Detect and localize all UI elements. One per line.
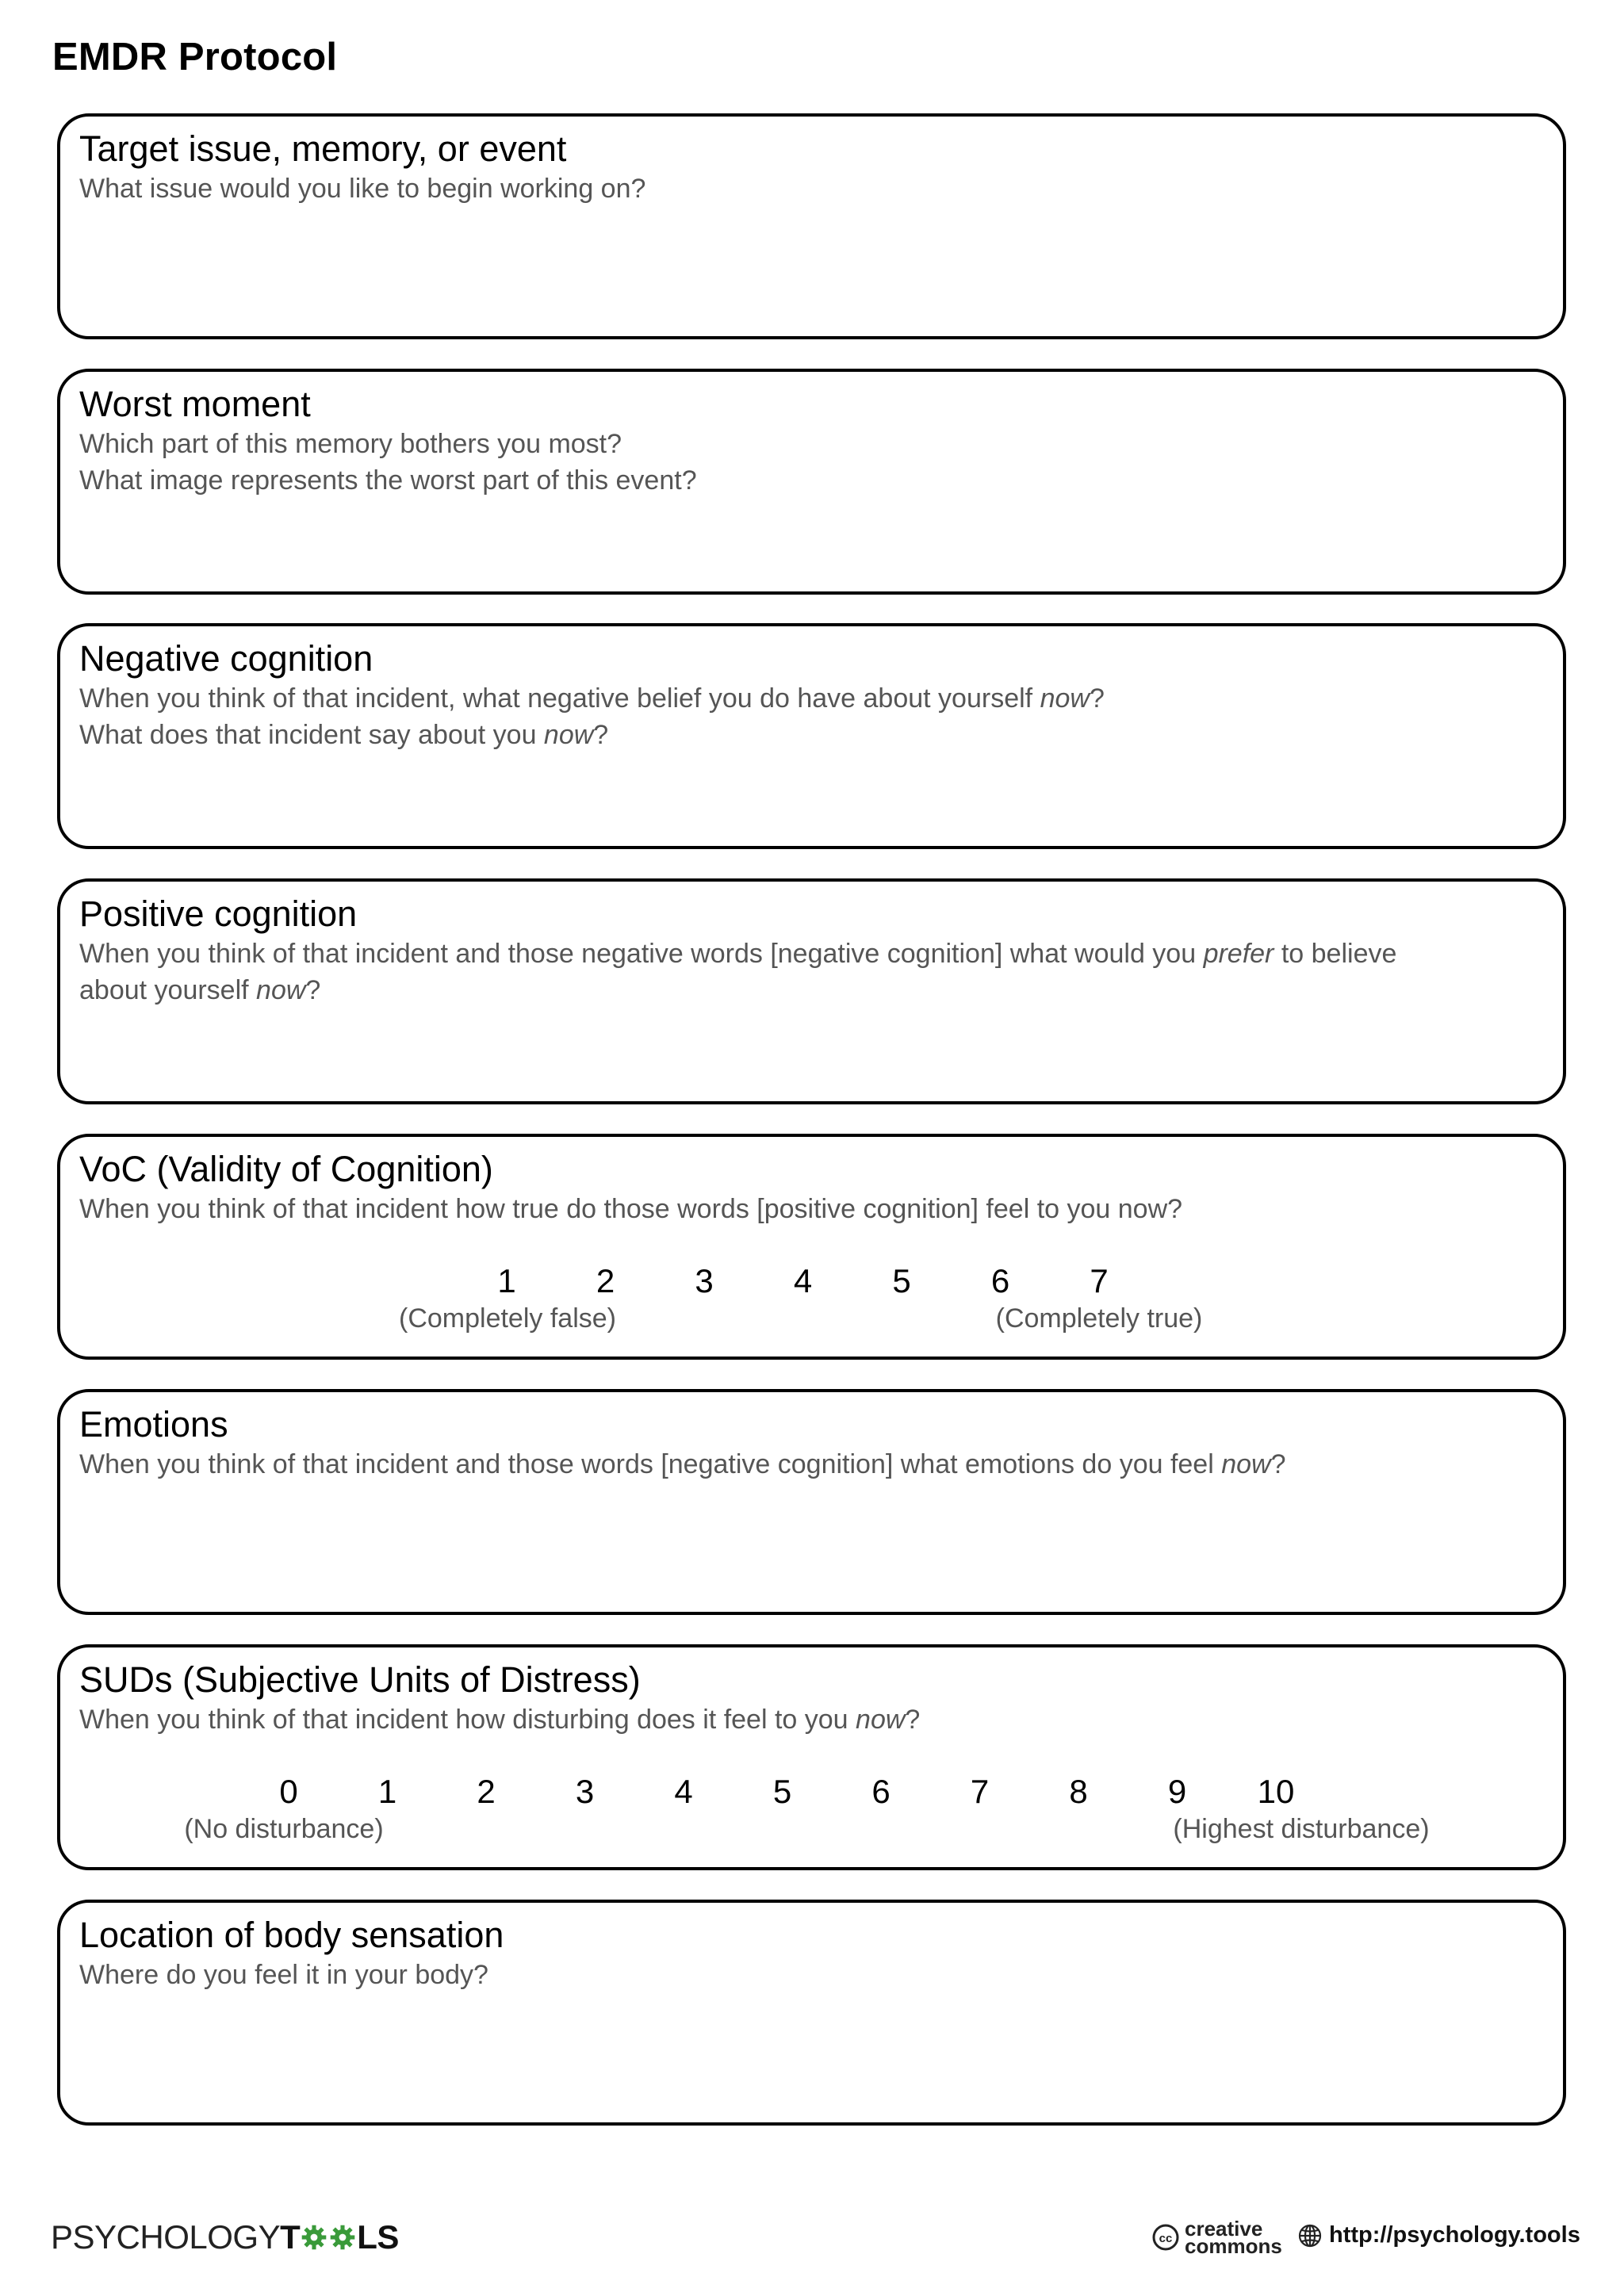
scale-value[interactable]: 7 [970,1773,990,1810]
prompt-text: What image represents the worst part of this event? [79,465,697,496]
psychology-tools-logo [51,2218,399,2256]
scale-value[interactable]: 6 [990,1262,1010,1299]
scale-value[interactable]: 3 [695,1262,714,1299]
scale-value[interactable]: 0 [279,1773,298,1810]
scale-value[interactable]: 3 [575,1773,595,1810]
prompt-text: ? [905,1705,921,1735]
section-prompt [79,426,1563,462]
scale-value[interactable]: 4 [793,1262,813,1299]
scale-value[interactable]: 2 [477,1773,496,1810]
section-worst-moment[interactable] [57,369,1566,595]
prompt-text: ? [593,720,609,750]
scale-value[interactable]: 8 [1069,1773,1088,1810]
section-voc-validity[interactable] [57,1134,1566,1360]
scale-high-label: (Highest disturbance) [1173,1814,1430,1844]
emphasis-text: prefer [1203,939,1274,969]
section-prompt [79,1701,1563,1738]
gear-icon [301,2224,327,2251]
scale-value[interactable]: 10 [1257,1773,1295,1810]
prompt-text: When you think of that incident and those negative words [negative cognition] what would you [79,939,1204,969]
prompt-text: When you think of that incident how true do those words [positive cognition] feel to you now? [79,1194,1183,1224]
website-link[interactable] [1297,2222,1580,2248]
emphasis-text: now [1040,683,1090,714]
cc-icon [1151,2223,1180,2252]
scale-value[interactable]: 7 [1090,1262,1109,1299]
logo-text-t: T [280,2218,301,2256]
gear-icon [329,2224,356,2251]
scale-value[interactable]: 5 [892,1262,911,1299]
prompt-text: What issue would you like to begin working on? [79,174,646,204]
prompt-text: ? [1270,1449,1286,1479]
section-location-of[interactable] [57,1900,1566,2126]
creative-commons-badge[interactable] [1151,2217,1282,2258]
emphasis-text: now [1221,1449,1271,1479]
prompt-text: Which part of this memory bothers you most? [79,429,622,459]
section-prompt [79,936,1563,972]
section-title: VoC (Validity of Cognition) [79,1149,493,1189]
section-title: Positive cognition [79,894,358,934]
globe-icon [1297,2223,1323,2248]
section-prompt [79,1957,1563,1993]
section-prompt [79,717,1563,753]
section-negative-cognition[interactable] [57,623,1566,849]
prompt-text: ? [305,975,321,1005]
prompt-text: When you think of that incident and those words [negative cognition] what emotions do you feel [79,1449,1222,1479]
prompt-text: When you think of that incident, what negative belief you do have about yourself [79,683,1040,714]
section-suds-subjective[interactable] [57,1644,1566,1870]
emphasis-text: now [543,720,594,750]
prompt-text: When you think of that incident how disturbing does it feel to you [79,1705,856,1735]
prompt-text: ? [1089,683,1105,714]
section-title: Emotions [79,1404,228,1445]
section-positive-cognition[interactable] [57,878,1566,1104]
scale-low-label: (Completely false) [399,1303,616,1334]
cc-label-creative: creative [1185,2217,1263,2241]
section-title: Worst moment [79,384,311,424]
scale-value[interactable]: 6 [871,1773,891,1810]
scale-value[interactable]: 1 [377,1773,397,1810]
section-title: Location of body sensation [79,1915,504,1955]
svg-text:cc: cc [1159,2232,1173,2245]
section-prompt [79,1446,1563,1483]
scale-value[interactable]: 9 [1167,1773,1187,1810]
section-prompt [79,1191,1563,1227]
scale-value[interactable]: 4 [674,1773,693,1810]
cc-label-commons: commons [1185,2234,1282,2258]
section-title: Target issue, memory, or event [79,128,567,169]
section-title: Negative cognition [79,638,373,679]
logo-text-left: PSYCHOLOGY [51,2218,281,2256]
scale-value[interactable]: 5 [772,1773,792,1810]
section-title: SUDs (Subjective Units of Distress) [79,1659,641,1700]
prompt-text: to believe [1274,939,1397,969]
emphasis-text: now [256,975,306,1005]
logo-text-ls: LS [357,2218,399,2256]
section-prompt [79,170,1563,207]
section-prompt [79,680,1563,717]
prompt-text: What does that incident say about you [79,720,544,750]
section-emotions[interactable] [57,1389,1566,1615]
section-prompt [79,972,1563,1008]
scale-low-label: (No disturbance) [184,1814,384,1844]
website-url: http://psychology.tools [1329,2222,1580,2248]
section-target-issue[interactable] [57,113,1566,339]
prompt-text: about yourself [79,975,257,1005]
page-title: EMDR Protocol [52,36,338,78]
scale-value[interactable]: 1 [497,1262,516,1299]
section-prompt [79,462,1563,499]
scale-high-label: (Completely true) [995,1303,1203,1334]
scale-value[interactable]: 2 [596,1262,615,1299]
prompt-text: Where do you feel it in your body? [79,1960,488,1990]
emphasis-text: now [856,1705,906,1735]
